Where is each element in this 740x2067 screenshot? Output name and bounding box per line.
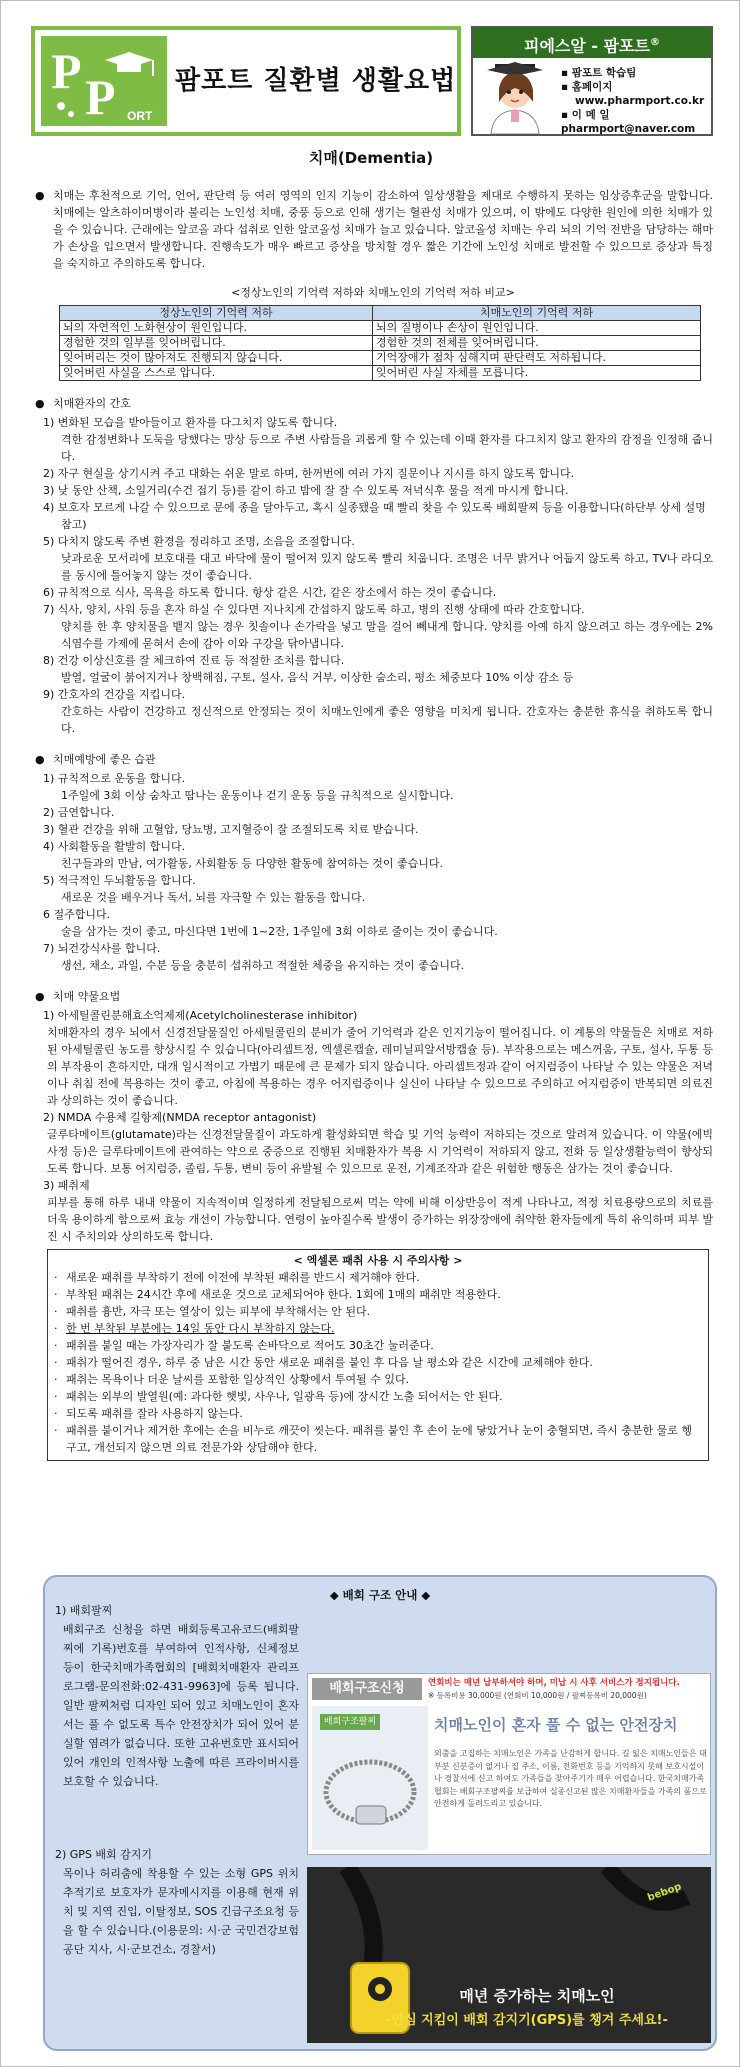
bullet-icon: ●: [35, 753, 45, 766]
list-item-head: 6) 규칙적으로 식사, 목욕을 하도록 합니다. 항상 같은 시간, 같은 장소에서 하는 것이 좋습니다.: [43, 586, 497, 599]
list-item-body: 1주일에 3회 이상 숨차고 땀나는 운동이나 걷기 운동 등을 규칙적으로 실시합니다.: [61, 789, 454, 802]
caution-text: 한 번 부착된 부분에는 14일 동안 다시 부착하지 않는다.: [66, 1322, 335, 1335]
list-item-head: 9) 간호자의 건강을 지킵니다.: [43, 688, 186, 701]
caution-title: < 엑셀론 패취 사용 시 주의사항 >: [293, 1254, 463, 1267]
table-cell: 뇌의 질병이나 손상이 원인입니다.: [373, 321, 701, 336]
list-item-head: 3) 낮 동안 산책, 소일거리(수건 접기 등)를 같이 하고 밤에 잘 잘 수 있도록 저녁식후 물을 적게 마시게 합니다.: [43, 484, 569, 497]
table-cell: 잊어버리는 것이 많아져도 진행되지 않습니다.: [60, 351, 373, 366]
contact-row: ▪ 팜포트 학습팀: [561, 67, 637, 79]
caution-text: 부착된 패취는 24시간 후에 새로운 것으로 교체되어야 한다. 1회에 1매의 패취만 적용한다.: [66, 1288, 501, 1301]
bracelet-label: 배회구조팔찌: [320, 1714, 380, 1730]
bracelet-image: [307, 1673, 711, 1855]
list-item-body: 양치를 한 후 양치물을 뱉지 않는 경우 칫솔이나 손가락을 넣고 말을 걸어 뻬내게 합니다. 양치를 아예 하지 않으려고 하는 경우에는 2%식염수를 가제에 묻혀서 손에 감아 이와 구강을 닦아냅니다.: [61, 620, 713, 650]
caution-text: 되도록 패취를 잘라 사용하지 않는다.: [66, 1407, 243, 1420]
list-item-body: 발열, 얼굴이 붉어지거나 창백해짐, 구토, 설사, 음식 거부, 이상한 숨소리, 평소 체중보다 10% 이상 감소 등: [61, 671, 574, 684]
svg-text:P: P: [85, 69, 116, 125]
gps-headline: 매년 증가하는 치매노인: [459, 1987, 615, 2005]
list-item-head: 2) NMDA 수용체 길항제(NMDA receptor antagonist): [43, 1111, 317, 1124]
table-cell: 경험한 것의 일부를 잊어버립니다.: [60, 336, 373, 351]
bullet-icon: ●: [35, 189, 45, 202]
bracelet-desc: 외출을 고집하는 치매노인은 가족을 난감하게 합니다. 길 잃은 치매노인들은 대부분 신분증이 없거나 집 주소, 이름, 전화번호 등을 기억하지 못해 보호시설이나 경찰서에 신고 하여도 가족들을 찾아주기가 매우 어렵습니다. 한국치매가족협회는 배회구조팔찌를 보급하여 실종신고된 많은 치매환자들을 가족의 품으로 안전하게 돌려드리고 있습니다.: [434, 1749, 707, 1808]
caution-text: 패취를 붙이거나 제거한 후에는 손을 비누로 깨끗이 씻는다. 패취를 붙인 후 손이 눈에 닿았거나 눈이 충혈되면, 즉시 충분한 물로 헹구고, 개선되지 않으면 의료 전문가와 상담해야 한다.: [66, 1424, 692, 1454]
document-title: 치매(Dementia): [308, 149, 434, 167]
brand-panel: [471, 26, 713, 136]
list-item-head: 5) 다치지 않도록 주변 환경을 정리하고 조명, 소음을 조절합니다.: [43, 535, 355, 548]
rescue-title: ◆ 배회 구조 안내 ◆: [329, 1588, 431, 1602]
bracelet-headline: [434, 1716, 708, 1734]
caution-item: · 패취가 떨어진 경우, 하루 중 남은 시간 동안 새로운 패취를 붙인 후 다음 날 평소와 같은 시간에 교체해야 한다.: [54, 1356, 593, 1369]
list-item-body: 피부를 통해 하루 내내 약물이 지속적이며 일정하게 전달됨으로써 먹는 약에 비해 이상반응이 적게 나타나고, 적정 치료용량으로의 치료를 더욱 용이하게 함으로써 효능 개선이 가능합니다. 연령이 높아질수록 발생이 증가하는 위장장애에 취약한 환자들에게 특히 유익하며 피부 발진 시 주치의와 상의하도록 합니다.: [47, 1196, 713, 1243]
brand-name: 피에스알 - 팜포트: [524, 36, 650, 56]
brand-bar: [473, 28, 711, 58]
table-header: 정상노인의 기억력 저하: [60, 306, 373, 321]
bullet-icon: ●: [35, 397, 45, 410]
care-list: [33, 414, 713, 737]
table-cell: 경험한 것의 전체를 잊어버립니다.: [373, 336, 701, 351]
list-item-body: 새로운 것을 배우거나 독서, 뇌를 자극할 수 있는 활동을 합니다.: [61, 891, 366, 904]
caution-item: · 되도록 패취를 잘라 사용하지 않는다.: [54, 1407, 243, 1420]
bracelet-heading: 1) 배회팔찌: [55, 1604, 113, 1617]
bullet-icon: ●: [35, 990, 45, 1003]
caution-item: · 패취를 붙일 때는 가장자리가 잘 붙도록 손바닥으로 적어도 30초간 눌러준다.: [54, 1339, 434, 1352]
caution-text: 패취를 붙일 때는 가장자리가 잘 붙도록 손바닥으로 적어도 30초간 눌러준다.: [66, 1339, 434, 1352]
intro-text: 치매는 후천적으로 기억, 언어, 판단력 등 여러 영역의 인지 기능이 감소하여 일상생활을 제대로 수행하지 못하는 임상증후군을 말합니다. 치매에는 알츠하이머병이라 불리는 노인성 치매, 중풍 등으로 인해 생기는 혈관성 치매가 있으며, 이 밖에도 다양한 원인에 의한 치매가 있을 수 있습니다. 근래에는 알코올 과다 섭취로 인한 알코올성 치매가 늘고 있습니다. 알코올성 치매는 우리 뇌의 기억 전반을 담당하는 해마가 손상을 입으면서 발생합니다. 진행속도가 매우 빠르고 증상을 방치할 경우 짧은 기간에 노인성 치매로 발전할 수 있으므로 증상과 특징을 숙지하고 주의하도록 합니다.: [53, 189, 713, 270]
care-heading-text: 치매환자의 간호: [53, 397, 131, 410]
list-item-head: 5) 적극적인 두뇌활동을 합니다.: [43, 874, 196, 887]
pharmport-logo: [41, 36, 167, 126]
caution-text: 패취는 목욕이나 더운 날씨를 포함한 일상적인 상황에서 투여될 수 있다.: [66, 1373, 410, 1386]
list-item-head: 3) 패취제: [43, 1179, 90, 1192]
contact-info: [561, 66, 704, 136]
care-heading: [33, 395, 713, 412]
caution-item: · 패취를 흉반, 자극 또는 열상이 있는 피부에 부착해서는 안 된다.: [54, 1305, 371, 1318]
table-row: [60, 351, 701, 366]
list-item-head: 1) 변화된 모습을 받아들이고 환자를 다그치지 않도록 합니다.: [43, 416, 338, 429]
contact-homepage-label: 홈페이지: [571, 81, 613, 93]
list-item-head: 7) 식사, 양치, 사워 등을 혼자 하실 수 있다면 지나치게 간섭하지 않도록 하고, 병의 진행 상태에 따라 간호합니다.: [43, 603, 585, 616]
list-item-body: 격한 감정변화나 도둑을 당했다는 망상 등으로 주변 사람들을 괴롭게 할 수 있는데 이때 환자를 다그치지 않고 환자의 감정을 인정해 줍니다.: [61, 433, 713, 463]
list-item-body: 친구들과의 만남, 여가활동, 사회활동 등 다양한 활동에 참여하는 것이 좋습니다.: [61, 857, 443, 870]
svg-text:P: P: [51, 43, 82, 99]
caution-item: · 부착된 패취는 24시간 후에 새로운 것으로 교체되어야 한다. 1회에 1매의 패취만 적용한다.: [54, 1288, 501, 1301]
list-item-body: 생선, 채소, 과일, 수분 등을 충분히 섭취하고 적절한 체중을 유지하는 것이 좋습니다.: [61, 959, 465, 972]
bracelet-text: 배회구조 신청을 하면 배회등록고유코드(배회팔찌에 기록)번호를 부여하여 인적사항, 신체정보 등이 한국치매가족협회의 [배회치매환자 관리프로그램-문의전화:02-431-9963]에 등록 됩니다. 일반 팔찌처럼 디자인 되어 있고 치매노인이 혼자서는 풀 수 없도록 특수 안전장치가 되어 있어 분실할 염려가 없습니다. 또한 고유번호만 표시되어 있어 개인의 인적사항 노출에 따른 프라이버시를 보호할 수 있습니다.: [63, 1623, 299, 1788]
drugs-list: [33, 1007, 713, 1245]
list-item-head: 2) 금연합니다.: [43, 806, 115, 819]
list-item-head: 1) 규칙적으로 운동을 합니다.: [43, 772, 186, 785]
table-row: [60, 336, 701, 351]
contact-team: 팜포트 학습팀: [571, 67, 637, 79]
logo-graphic: [41, 36, 167, 126]
svg-text:ORT: ORT: [127, 109, 153, 123]
table-row: [60, 321, 701, 336]
list-item-head: 8) 건강 이상신호를 잘 체크하여 진료 등 적절한 조치를 합니다.: [43, 654, 345, 667]
contact-row: [561, 94, 704, 108]
gps-text: 목이나 허리춤에 착용할 수 있는 소형 GPS 위치 추적기로 보호자가 문자메시지를 이용해 현재 위치 및 지역 진입, 이탈정보, SOS 긴급구조요청 등을 할 수 있습니다.(이용문의: 시·군 국민건강보험공단 지사, 시·군보건소, 경찰서): [63, 1867, 299, 1956]
list-item-head: 1) 아세틸콜린분해효소억제제(Acetylcholinesterase inhibitor): [43, 1009, 358, 1022]
registered-mark: ®: [649, 37, 660, 48]
table-cell: 잊어버린 사실을 스스로 압니다.: [60, 366, 373, 381]
header-banner: [31, 26, 461, 136]
table-cell: 잊어버린 사실 자체를 모릅니다.: [373, 366, 701, 381]
bracelet-photo: [312, 1706, 428, 1850]
gps-device-label: bebop: [646, 1881, 683, 1904]
list-item-head: 4) 보호자 모르게 나갈 수 있으므로 문에 종을 달아두고, 혹시 실종됐을 때 빨리 찾을 수 있도록 배회팔찌 등을 이용합니다(하단부 상세 설명 참고): [43, 501, 706, 531]
intro-paragraph: [33, 187, 713, 272]
list-item-head: 7) 뇌건강식사를 합니다.: [43, 942, 161, 955]
table-header-row: [60, 306, 701, 321]
caution-item: · 패취는 외부의 발열원(예: 과다한 햇빛, 사우나, 일광욕 등)에 장시간 노출 되어서는 안 된다.: [54, 1390, 503, 1403]
contact-row: ▪ 이 메 일: [561, 109, 610, 121]
caution-item: · 새로운 패취를 부착하기 전에 이전에 부착된 패취를 반드시 제거해야 한다.: [54, 1271, 420, 1284]
table-row: [60, 366, 701, 381]
list-item-head: 4) 사회활동을 활발히 합니다.: [43, 840, 186, 853]
list-item-body: 술을 삼가는 것이 좋고, 마신다면 1번에 1~2잔, 1주일에 3회 이하로 줄이는 것이 좋습니다.: [61, 925, 498, 938]
caution-text: 패취를 흉반, 자극 또는 열상이 있는 피부에 부착해서는 안 된다.: [66, 1305, 371, 1318]
list-item-head: 2) 자구 현실을 상기시켜 주고 대화는 쉬운 말로 하며, 한꺼번에 여러 가지 질문이나 지시를 하지 않도록 합니다.: [43, 467, 575, 480]
list-item-head: 3) 혈관 건강을 위해 고혈압, 당뇨병, 고지혈증이 잘 조절되도록 치료 받습니다.: [43, 823, 419, 836]
table-cell: 기억장애가 점차 심해지며 판단력도 저하됩니다.: [373, 351, 701, 366]
list-item-body: 간호하는 사람이 건강하고 정신적으로 안정되는 것이 치매노인에게 좋은 영향을 미치게 됩니다. 간호자는 충분한 휴식을 취하도록 합니다.: [61, 705, 713, 735]
header-title: 팜포트 질환별 생활요법: [175, 66, 457, 96]
bracelet-headline-text: 치매노인이 혼자 풀 수 없는 안전장치: [434, 1716, 678, 1734]
drugs-heading: [33, 988, 713, 1005]
contact-email[interactable]: pharmport@naver.com: [561, 123, 696, 135]
patch-caution-box: [47, 1249, 709, 1461]
gps-subline: -안심 지킴이 배회 감지기(GPS)를 챙겨 주세요!-: [386, 2013, 668, 2028]
gps-section: [55, 1845, 299, 1959]
contact-row: [561, 122, 704, 136]
bracelet-fee-note: 연회비는 매년 납부하셔야 하며, 미납 시 사후 서비스가 정지됩니다.: [428, 1678, 680, 1688]
list-item-head: 6 절주합니다.: [43, 908, 111, 921]
gps-image: [307, 1867, 711, 2043]
habits-heading-text: 치매예방에 좋은 습관: [53, 753, 156, 766]
header: [31, 26, 713, 136]
bracelet-icon: [312, 1706, 428, 1850]
caution-item: · 패취는 목욕이나 더운 날씨를 포함한 일상적인 상황에서 투여될 수 있다.: [54, 1373, 410, 1386]
caution-item: · 한 번 부착된 부분에는 14일 동안 다시 부착하지 않는다.: [54, 1322, 335, 1335]
bracelet-img-heading: 배회구조신청: [312, 1678, 422, 1700]
table-cell: 뇌의 자연적인 노화현상이 원인입니다.: [60, 321, 373, 336]
caution-item: · 패취를 붙이거나 제거한 후에는 손을 비누로 깨끗이 씻는다. 패취를 붙인 후 손이 눈에 닿았거나 눈이 충혈되면, 즉시 충분한 물로 헹구고, 개선되지 않으면 의료 전문가와 상담해야 한다.: [54, 1424, 692, 1454]
caution-text: 새로운 패취를 부착하기 전에 이전에 부착된 패취를 반드시 제거해야 한다.: [66, 1271, 420, 1284]
document-body: [33, 187, 713, 1461]
caution-text: 패취가 떨어진 경우, 하루 중 남은 시간 동안 새로운 패취를 붙인 후 다음 날 평소와 같은 시간에 교체해야 한다.: [66, 1356, 593, 1369]
gps-heading: 2) GPS 배회 감지기: [55, 1848, 153, 1861]
comparison-table: [59, 305, 701, 381]
list-item-body: 낮과로운 모서리에 보호대를 대고 바닥에 물이 떨어져 있지 않도록 빨리 치웁니다. 조명은 너무 밝거나 어둡지 않도록 하고, TV나 라디오를 동시에 틀어놓지 않는 것이 좋습니다.: [61, 552, 713, 582]
contact-row: ▪ 홈페이지: [561, 81, 613, 93]
table-header: 치매노인의 기억력 저하: [373, 306, 701, 321]
bracelet-fee-detail: ※ 등록비용 30,000원 (연회비 10,000원 / 팔찌등록비 20,000원): [428, 1691, 647, 1700]
wandering-rescue-box: [43, 1575, 717, 2051]
contact-homepage-url[interactable]: www.pharmport.co.kr: [575, 95, 705, 107]
habits-heading: [33, 751, 713, 768]
comparison-title: <정상노인의 기억력 저하와 치매노인의 기억력 저하 비교>: [231, 286, 515, 299]
contact-email-label: 이 메 일: [571, 109, 610, 121]
list-item-body: 글루타메이트(glutamate)라는 신경전달물질이 과도하게 활성화되면 학습 및 기억 능력이 저하되는 것으로 알려져 있습니다. 이 약물(에빅사정 등)은 글루타메이트에 관여하는 약으로 중증으로 진행된 치매환자가 복용 시 기억력이 저하되지 않고, 전화 등 일상생활능력이 향상되도록 합니다. 보통 어지럼증, 졸림, 두통, 변비 등이 유발될 수 있으므로 운전, 기계조작과 같은 위험한 행동은 삼가는 것이 좋습니다.: [47, 1128, 713, 1175]
bracelet-section: [55, 1601, 299, 1791]
pharmacist-avatar-icon: [477, 62, 555, 134]
drugs-heading-text: 치매 약물요법: [53, 990, 121, 1003]
habits-list: [33, 770, 713, 974]
list-item-body: 치매환자의 경우 뇌에서 신경전달물질인 아세틸콜린의 분비가 줄어 기억력과 같은 인지기능이 떨어집니다. 이 계통의 약물들은 치매로 저하된 아세틸콜린 농도를 향상시킬 수 있습니다(아리셉트정, 엑셀론캡슐, 레미닐피알서방캡슐 등). 부작용으로는 메스꺼움, 구토, 설사, 두통 등의 부작용이 흔하지만, 대개 일시적이고 가볍기 때문에 큰 문제가 되지 않습니다. 아리셉트정과 같이 어지럼증이 나타날 수 있는 약물은 저녁이나 취침 전에 복용하는 것이 좋고, 아침에 복용하는 경우 어지럼증이나 실신이 나타날 수 있으므로 주의하고 어지럼증이 반복되면 의료진과 상의하는 것이 좋습니다.: [47, 1026, 713, 1107]
caution-text: 패취는 외부의 발열원(예: 과다한 햇빛, 사우나, 일광욕 등)에 장시간 노출 되어서는 안 된다.: [66, 1390, 503, 1403]
